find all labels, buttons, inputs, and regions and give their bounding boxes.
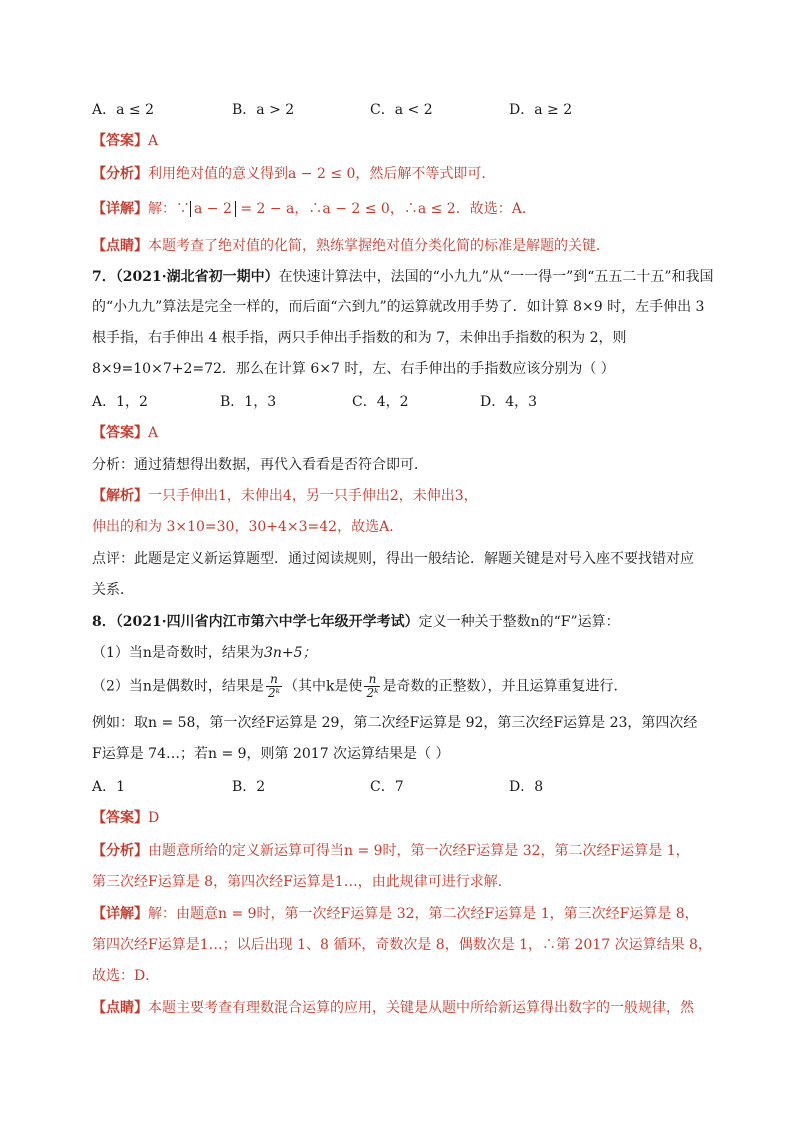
answer-value: A (148, 133, 159, 149)
q8-condition-1 (92, 643, 317, 663)
detail-tag: 【详解】 (92, 906, 148, 922)
q6-analysis (92, 164, 495, 184)
q7-comment-line-2: 关系． (92, 582, 134, 598)
q8-example-line-2: F运算是 74…；若n = 9，则第 2017 次运算结果是（ ） (92, 746, 450, 762)
analysis-text: 利用绝对值的意义得到a − 2 ≤ 0，然后解不等式即可． (148, 166, 496, 182)
question-source: 8．（2021·四川省内江市第六中学七年级开学考试） (92, 614, 419, 630)
fraction-numerator: n (364, 673, 380, 687)
q8-option-a: A．1 (92, 779, 126, 795)
q7-solution-line-2: 伸出的和为 3×10=30，30+4×3=42，故选A． (92, 519, 404, 535)
q7-stem-line-3: 根手指，右手伸出 4 根手指，两只手伸出手指数的和为 7，未伸出手指数的积为 2，则 (92, 330, 627, 346)
q8-option-b: B．2 (232, 779, 266, 795)
condition-text: （2）当n是偶数时，结果是 (92, 678, 264, 695)
fraction-denominator: 2ᵏ (366, 686, 379, 700)
q6-option-d: D．a ≥ 2 (509, 102, 573, 118)
analysis-tag: 【分析】 (92, 843, 148, 859)
q8-comment (92, 998, 694, 1018)
comment-tag: 【点睛】 (92, 1000, 148, 1016)
q6-comment (92, 236, 610, 256)
condition-expression: 3n+5； (263, 645, 317, 661)
stem-text: 在快速计算法中，法国的“小九九”从“一一得一”到“五五二十五”和我国 (278, 269, 714, 285)
q7-stem-line-2: 的“小九九”算法是完全一样的，而后面“六到九”的运算就改用手势了．如计算 8×9 时，左手伸出 3 (92, 299, 705, 315)
comment-tag: 【点睛】 (92, 238, 148, 254)
q7-option-a: A．1，2 (92, 394, 148, 410)
analysis-tag: 【分析】 (92, 166, 148, 182)
q8-analysis-line-2: 第三次经F运算是 8，第四次经F运算是1…，由此规律可进行求解． (92, 874, 512, 890)
q8-condition-2 (92, 673, 627, 700)
answer-tag: 【答案】 (92, 133, 148, 149)
q6-answer (92, 131, 158, 151)
q8-detail-line-1 (92, 904, 699, 924)
answer-value: A (148, 425, 159, 441)
detail-text: 解：由题意n = 9时，第一次经F运算是 32，第二次经F运算是 1，第三次经F运算是 8， (148, 906, 699, 922)
fraction-numerator: n (266, 673, 282, 687)
analysis-text: 由题意所给的定义新运算可得当n = 9时，第一次经F运算是 32，第二次经F运算是 1， (148, 843, 690, 859)
q8-answer (92, 808, 159, 828)
q7-analysis: 分析：通过猜想得出数据，再代入看看是否符合即可． (92, 457, 428, 473)
abs-expression: a − 2 (190, 201, 236, 217)
comment-text: 本题考查了绝对值的化简，熟练掌握绝对值分类化简的标准是解题的关键． (148, 238, 610, 254)
q6-detail (92, 199, 536, 219)
q8-option-c: C．7 (370, 779, 404, 795)
q8-analysis-line-1 (92, 841, 690, 861)
q7-stem-line-1 (92, 267, 714, 287)
detail-post: = 2 − a，∴a − 2 ≤ 0，∴a ≤ 2．故选：A． (235, 201, 536, 217)
detail-tag: 【详解】 (92, 201, 148, 217)
q7-option-b: B．1，3 (220, 394, 277, 410)
q8-detail-line-3: 故选：D． (92, 968, 160, 984)
q6-option-a: A．a ≤ 2 (92, 102, 154, 118)
fraction-n-over-2k (266, 673, 282, 700)
q8-option-d: D．8 (509, 779, 544, 795)
q7-comment-line-1: 点评：此题是定义新运算题型．通过阅读规则，得出一般结论．解题关键是对号入座不要找错对应 (92, 551, 694, 567)
q7-option-c: C．4，2 (352, 394, 409, 410)
solution-text: 一只手伸出1，未伸出4，另一只手伸出2，未伸出3， (148, 488, 478, 504)
q6-option-c: C．a < 2 (370, 102, 433, 118)
question-source: 7．（2021·湖北省初一期中） (92, 269, 279, 285)
condition-text-mid: （其中k是使 (283, 678, 363, 695)
q7-answer (92, 423, 158, 443)
stem-text: 定义一种关于整数n的“F”运算： (418, 614, 620, 630)
condition-text-post: 是奇数的正整数），并且运算重复进行． (382, 678, 628, 695)
q7-option-d: D．4，3 (480, 394, 538, 410)
fraction-n-over-2k-repeat (364, 673, 380, 700)
q8-stem-line-1 (92, 612, 620, 632)
condition-text: （1）当n是奇数时，结果为 (92, 645, 264, 661)
q8-detail-line-2: 第四次经F运算是1…；以后出现 1、8 循环，奇数次是 8，偶数次是 1，∴第 2017 次运算结果 8， (92, 937, 712, 953)
q8-example-line-1: 例如：取n = 58，第一次经F运算是 29，第二次经F运算是 92，第三次经F运算是 23，第四次经 (92, 715, 698, 731)
q7-solution-line-1 (92, 486, 478, 506)
solution-tag: 【解析】 (92, 488, 148, 504)
answer-tag: 【答案】 (92, 425, 148, 441)
detail-pre: 解：∵ (148, 201, 190, 217)
answer-tag: 【答案】 (92, 810, 148, 826)
fraction-denominator: 2ᵏ (267, 686, 280, 700)
q7-stem-line-4: 8×9=10×7+2=72．那么在计算 6×7 时，左、右手伸出的手指数应该分别为（ ） (92, 361, 615, 377)
answer-value: D (148, 810, 160, 826)
comment-text: 本题主要考查有理数混合运算的应用，关键是从题中所给新运算得出数字的一般规律，然 (148, 1000, 694, 1016)
q6-option-b: B．a > 2 (232, 102, 295, 118)
